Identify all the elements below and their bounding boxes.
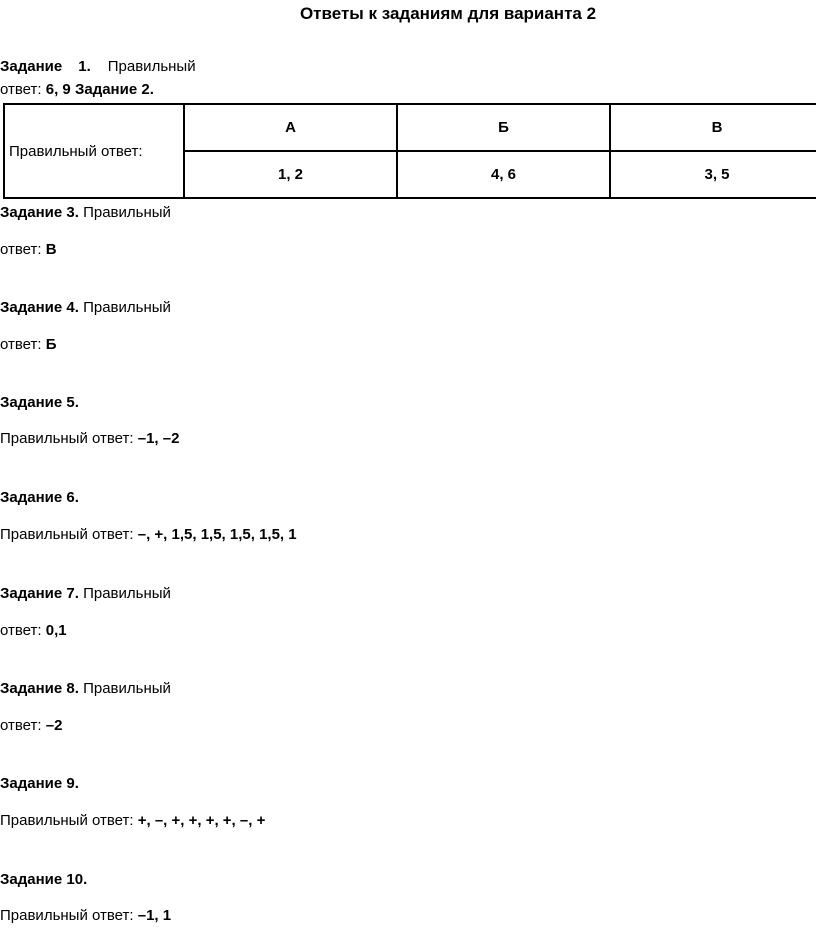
task-6-answer-label: Правильный ответ: <box>0 526 134 543</box>
table-header-v: В <box>610 104 816 151</box>
task-4-answer-label: ответ: <box>0 336 42 353</box>
task-7-answer-label: ответ: <box>0 622 42 639</box>
task-1-heading <box>0 57 196 77</box>
table-header-a: А <box>184 104 397 151</box>
task-2-answer-table <box>3 103 816 199</box>
task-3-title: Задание 3. <box>0 204 79 221</box>
task-3-correct-word: Правильный <box>83 204 171 221</box>
task-3-answer-label: ответ: <box>0 241 42 258</box>
page-title: Ответы к заданиям для варианта 2 <box>299 4 597 23</box>
task-6-answer-line <box>0 525 297 545</box>
task-1-answer-label: ответ: <box>0 81 42 98</box>
task-9-answer-line <box>0 811 265 831</box>
task-8-answer-label: ответ: <box>0 717 42 734</box>
task-7-heading <box>0 584 171 604</box>
table-value-a: 1, 2 <box>184 151 397 198</box>
table-row-label: Правильный ответ: <box>4 104 184 198</box>
task-9-answer: +, –, +, +, +, +, –, + <box>137 812 266 829</box>
task-8-heading <box>0 679 171 699</box>
task-6-answer: –, +, 1,5, 1,5, 1,5, 1,5, 1 <box>137 526 297 543</box>
task-4-heading <box>0 298 171 318</box>
task-4-answer-line <box>0 335 57 355</box>
task-6-heading: Задание 6. <box>0 489 79 506</box>
task-8-answer-line <box>0 716 62 736</box>
task-9-answer-label: Правильный ответ: <box>0 812 134 829</box>
table-header-b: Б <box>397 104 610 151</box>
task-9-heading: Задание 9. <box>0 775 79 792</box>
task-7-correct-word: Правильный <box>83 585 171 602</box>
task-7-answer-line <box>0 621 67 641</box>
task-4-answer: Б <box>45 336 57 353</box>
task-10-heading: Задание 10. <box>0 871 88 888</box>
table-value-b: 4, 6 <box>397 151 610 198</box>
task-8-title: Задание 8. <box>0 680 79 697</box>
task-8-answer: –2 <box>45 717 63 734</box>
task-10-answer-label: Правильный ответ: <box>0 907 134 924</box>
task-5-answer-label: Правильный ответ: <box>0 430 134 447</box>
task-1-word: Задание <box>0 58 63 75</box>
task-7-title: Задание 7. <box>0 585 79 602</box>
task-1-number: 1. <box>78 58 91 75</box>
task-5-answer: –1, –2 <box>137 430 180 447</box>
task-10-answer: –1, 1 <box>137 907 172 924</box>
task-10-answer-line <box>0 906 171 926</box>
task-3-answer-line <box>0 240 57 260</box>
task-4-title: Задание 4. <box>0 299 79 316</box>
table-header-row <box>4 104 816 151</box>
table-value-v: 3, 5 <box>610 151 816 198</box>
task-1-answer-line <box>0 80 154 100</box>
task-4-correct-word: Правильный <box>83 299 171 316</box>
task-1-correct-word: Правильный <box>107 58 196 75</box>
task-3-answer: В <box>45 241 57 258</box>
task-1-answer: 6, 9 <box>45 81 71 98</box>
task-3-heading <box>0 203 171 223</box>
task-7-answer: 0,1 <box>45 622 67 639</box>
task-5-heading: Задание 5. <box>0 394 79 411</box>
task-2-heading: Задание 2. <box>74 81 154 98</box>
task-5-answer-line <box>0 429 179 449</box>
task-8-correct-word: Правильный <box>83 680 171 697</box>
